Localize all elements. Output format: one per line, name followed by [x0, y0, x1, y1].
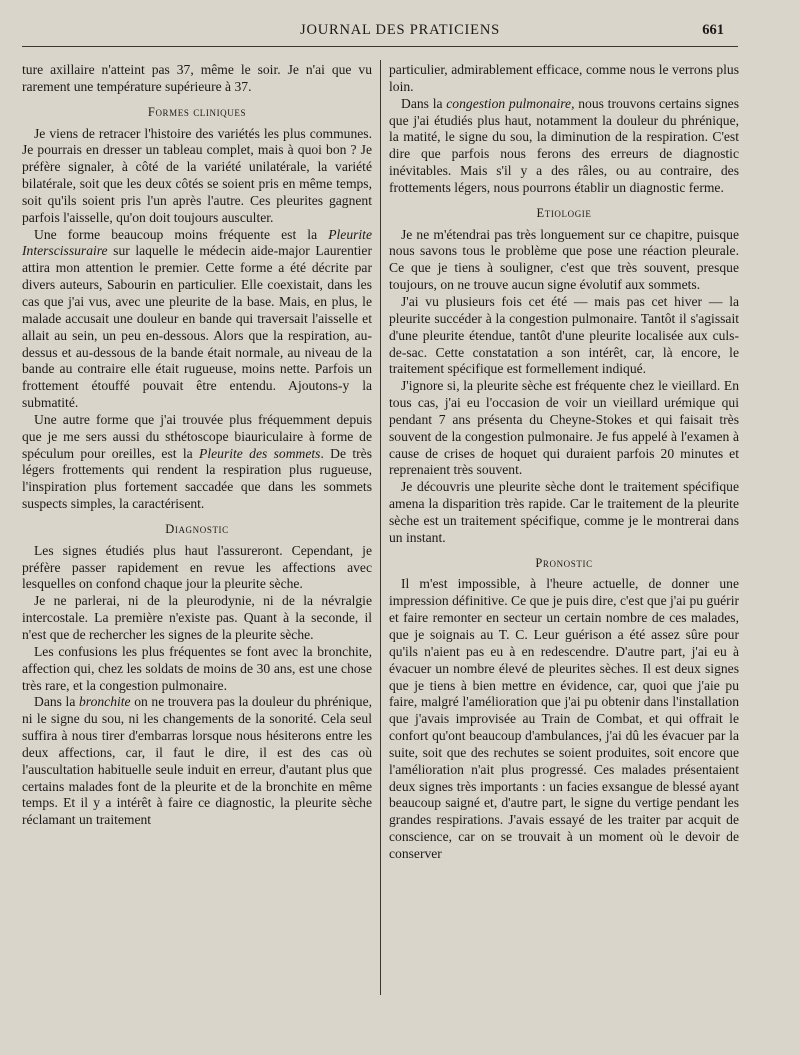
text-run: on ne trouvera pas la douleur du phrénique, ni le signe du sou, ni les changements de la sonorité. Cela seul suffira à nous tirer d'embarras lorsque nous hésiterons entre les deux affections, car, il faut le dire, il est des cas où l'auscultation habituelle seule induit en erreur, d'autant plus que certains malades font de la pleurite et de la bronchite en même temps. Et il y a intérêt à faire ce diagnostic, la pleurite sèche réclamant un traitement: [22, 694, 373, 828]
paragraph: Je viens de retracer l'histoire des variétés les plus communes. Je pourrais en dresser un tableau complet, mais à quoi bon ? Je préfère signaler, à côté de la variété unilatérale, la variété bilatérale, soit que les deux côtés se soient pris en même temps, soit qu'ils soient pris l'un après l'autre. Ces pleurites gagnent parfois l'aisselle, qu'on doit toujours ausculter.: [22, 125, 372, 225]
paragraph: Il m'est impossible, à l'heure actuelle, de donner une impression définitive. Ce que je puis dire, c'est que j'ai pu guérir et faire remonter en secteur un certain nombre de ces malades, que je soignais au T. C. Leur guérison a été assez sûre pour qu'ils n'aient pas eu à en redescendre. D'autre part, j'ai eu à évacuer un nombre élevé de pleurites sèches. Il est deux signes que je tiens à bien mettre en évidence, car, quoi que j'aie pu faire, malgré l'amélioration que j'ai pu obtenir dans l'installation que j'avais improvisée au Train de Combat, et qui offrait le confort qu'ont beaucoup d'ambulances, j'ai dû les évacuer par la suite, soit que des rechutes se soient produites, soit encore que l'amélioration n'ait plus progressé. Ces malades présentaient deux signes très importants : un facies exsangue de blessé ayant beaucoup saigné et, d'autre part, le signe du vertige pendant les grandes respirations. J'avais essayé de les traiter par acquit de conscience, car on se trouvait à un moment où le devoir de conserver: [389, 576, 739, 861]
left-column: [22, 62, 372, 829]
paragraph: Je ne m'étendrai pas très longuement sur ce chapitre, puisque nous savons tous le problème que pose une réaction pleurale. Ce que je tiens à souligner, c'est que très souvent, presque toujours, on ne trouve aucun signe évolutif aux sommets.: [389, 226, 739, 293]
text-run: , nous trouvons certains signes que j'ai étudiés plus haut, notamment la douleur du phrénique, la matité, le signe du sou, la diminution de la respiration. C'est dire que parfois nous ferons des erreurs de diagnostic inévitables. Mais s'il y a des râles, ou au contraire, des frottements légers, nous pourrons établir un diagnostic ferme.: [389, 95, 740, 195]
paragraph: particulier, admirablement efficace, comme nous le verrons plus loin.: [389, 62, 739, 94]
section-heading-etiologie: Etiologie: [536, 205, 592, 220]
paragraph: [22, 227, 372, 412]
italic-term: Pleurite des sommets: [199, 445, 321, 461]
text-run: Une forme beaucoup moins fréquente est la: [34, 226, 329, 242]
page-number: 661: [702, 22, 724, 38]
text-run: Dans la: [401, 95, 447, 111]
right-column: [389, 62, 739, 863]
paragraph: Les confusions les plus fréquentes se font avec la bronchite, affection qui, chez les soldats de moins de 30 ans, est une chose très rare, et la congestion pulmonaire.: [22, 643, 372, 693]
column-divider: [380, 60, 381, 995]
italic-term: Pleurite Interscissuraire: [22, 226, 372, 259]
paragraph: Les signes étudiés plus haut l'assureront. Cependant, je préfère passer rapidement en revue les affections avec lesquelles on confond chaque jour la pleurite sèche.: [22, 542, 372, 592]
paragraph: J'ai vu plusieurs fois cet été — mais pas cet hiver — la pleurite succéder à la congestion pulmonaire. Tantôt il s'agissait d'une pleurite étendue, tantôt d'une pleurite localisée aux culs-de-sac. Cette constatation a son intérêt, car, là encore, le traitement spécifique est formellement indiqué.: [389, 293, 739, 377]
text-run: Une autre forme que j'ai trouvée plus fréquemment depuis que je me sers aussi du sthétoscope biauriculaire à forme de spéculum pour oreilles, est la: [22, 411, 372, 461]
paragraph: [22, 412, 372, 513]
running-head: [0, 22, 800, 42]
paragraph: J'ignore si, la pleurite sèche est fréquente chez le vieillard. En tous cas, j'ai eu l'occasion de voir un vieillard urémique qui pendant 7 ans présenta du Cheyne-Stokes et qui faisait très souvent de la congestion pulmonaire. Je fus appelé à l'examen à cause de crises de hoquet qui duraient parfois 20 minutes et reprenaient très souvent.: [389, 378, 739, 478]
paragraph: [389, 96, 739, 197]
section-heading-formes-cliniques: Formes cliniques: [147, 104, 247, 119]
paragraph: Je découvris une pleurite sèche dont le traitement spécifique amena la disparition très rapide. Car le traitement de la pleurite sèche est un traitement spécifique, comme je le montrerai dans un instant.: [389, 479, 739, 545]
paragraph: Je ne parlerai, ni de la pleurodynie, ni de la névralgie intercostale. La première n'existe pas. Quant à la seconde, il n'est que de rechercher les signes de la pleurite sèche.: [22, 593, 372, 642]
italic-term: bronchite: [78, 694, 131, 710]
section-heading-diagnostic: Diagnostic: [165, 521, 229, 536]
header-rule: [22, 46, 738, 47]
text-run: . De très légers frottements qui rendent la respiration plus rugueuse, l'inspiration plus fortement saccadée que dans les sommets suspects simples, la caractérisent.: [22, 445, 372, 512]
text-run: Dans la: [34, 694, 79, 710]
text-run: sur laquelle le médecin aide-major Laurentier attira mon attention le premier. Cette forme a été décrite par divers auteurs, Sabourin en particulier. Elle coexistait, dans les cas que j'ai vus, avec une pleurite de la base. Mais, en plus, le malade accusait une douleur en bande qui traversait l'aisselle et allait au sein, un peu en-dessous. Alors que la respiration, au-dessus et au-dessous de la bande était normale, au niveau de la bande au contraire elle était rugueuse, moins nette. Parfois un frottement étouffé pouvait être entendu. Ajoutons-y la submatité.: [22, 243, 372, 411]
paragraph: ture axillaire n'atteint pas 37, même le soir. Je n'ai que vu rarement une température supérieure à 37.: [22, 62, 372, 94]
journal-title: JOURNAL DES PRATICIENS: [300, 22, 500, 38]
italic-term: congestion pulmonaire: [446, 95, 572, 111]
section-heading-pronostic: Pronostic: [535, 555, 593, 570]
paragraph: [22, 694, 372, 829]
